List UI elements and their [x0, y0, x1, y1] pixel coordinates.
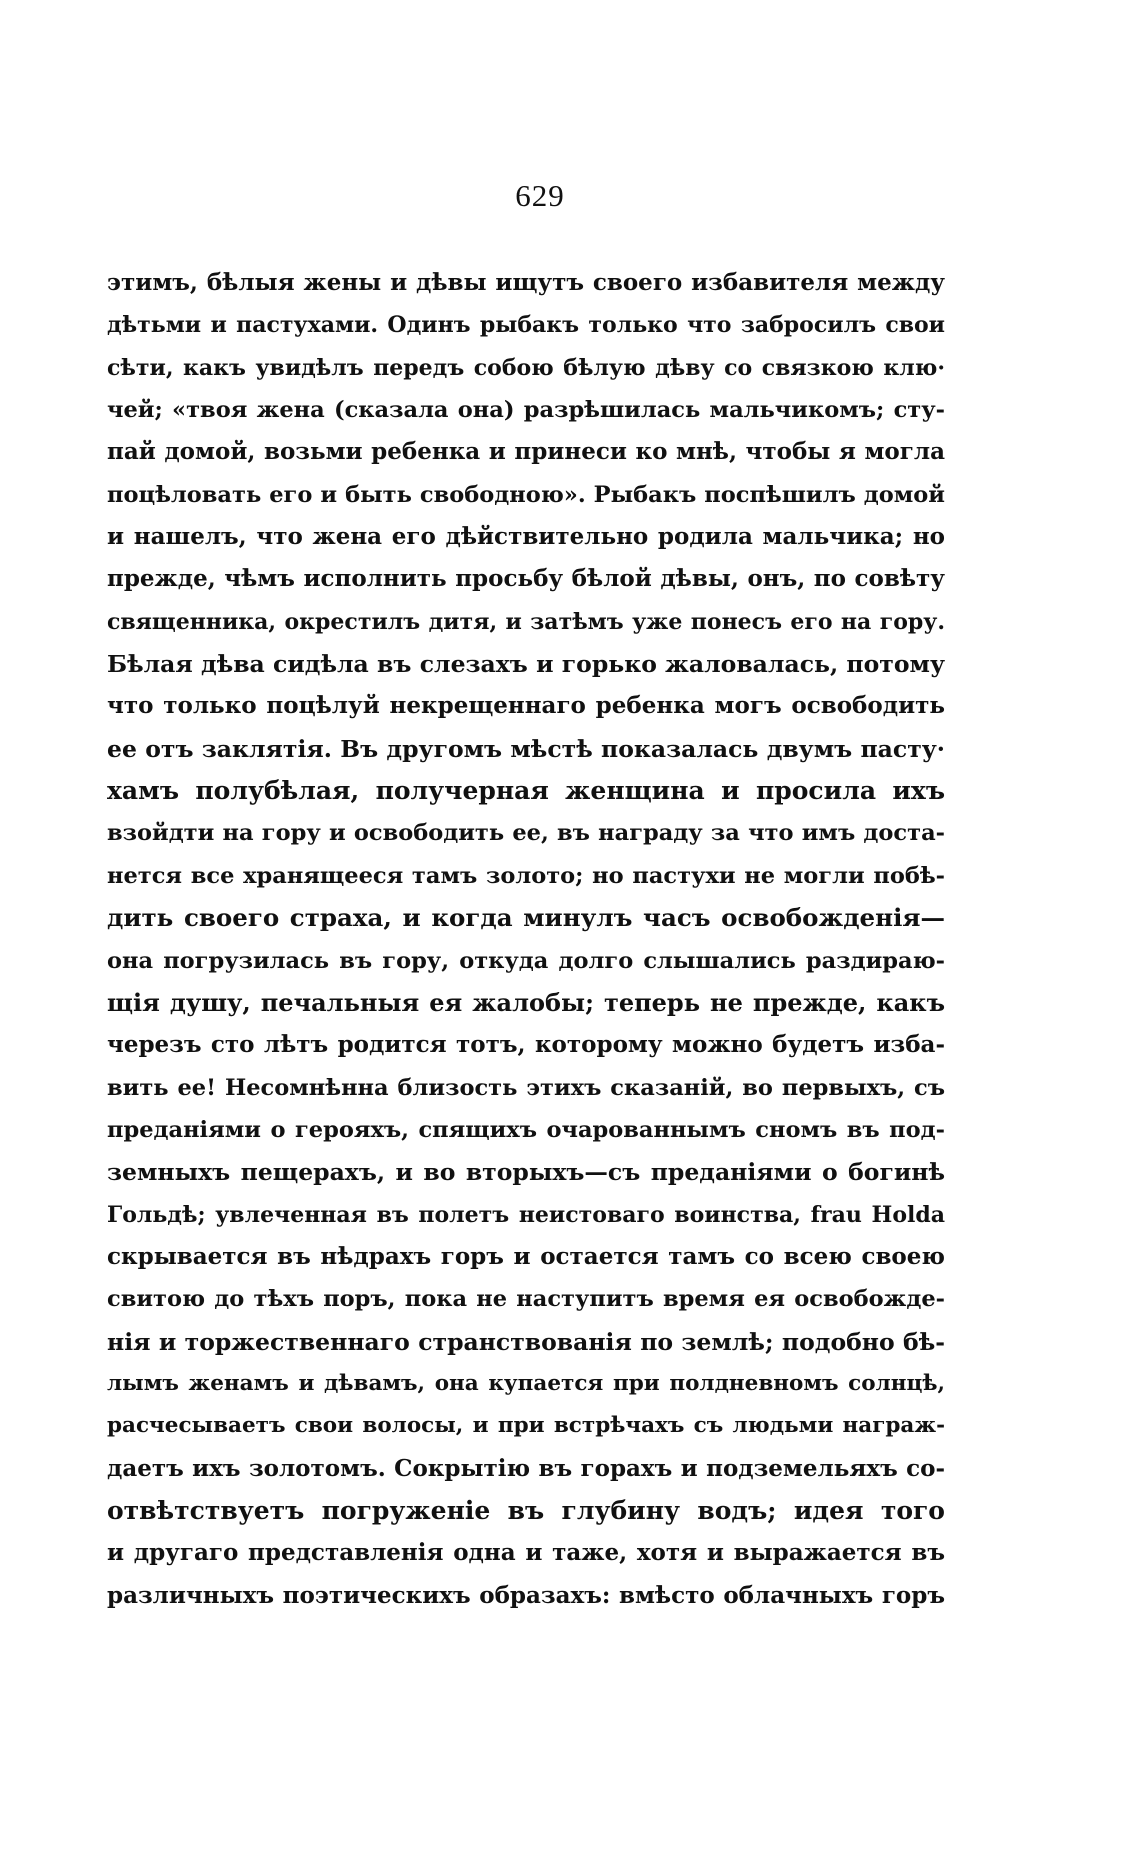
text-line: Бѣлая дѣва сидѣла въ слезахъ и горько жаловалась, потому	[107, 650, 945, 679]
text-line: различныхъ поэтическихъ образахъ: вмѣсто облачныхъ горъ	[107, 1581, 945, 1609]
text-line: священника, окрестилъ дитя, и затѣмъ уже понесъ его на гору.	[107, 608, 945, 635]
text-line: свитою до тѣхъ поръ, пока не наступитъ время ея освобожде-	[107, 1286, 945, 1313]
text-line: Гольдѣ; увлеченная въ полетъ неистоваго воинства, frau Holda	[107, 1201, 945, 1228]
text-line: нется все хранящееся тамъ золото; но пастухи не могли побѣ-	[107, 862, 945, 889]
body-text	[107, 262, 945, 1617]
text-line: расчесываетъ свои волосы, и при встрѣчахъ съ людьми награж-	[107, 1413, 945, 1439]
text-line: хамъ полубѣлая, получерная женщина и просила ихъ	[107, 776, 945, 806]
text-line: вить ее! Несомнѣнна близость этихъ сказаній, во первыхъ, съ	[107, 1074, 945, 1101]
text-line: нія и торжественнаго странствованія по землѣ; подобно бѣ-	[107, 1327, 945, 1356]
text-line: и другаго представленія одна и таже, хотя и выражается въ	[107, 1539, 945, 1567]
text-line: она погрузилась въ гору, откуда долго слышались раздираю-	[107, 947, 945, 974]
text-line: ее отъ заклятія. Въ другомъ мѣстѣ показалась двумъ пасту·	[107, 734, 945, 763]
text-line: лымъ женамъ и дѣвамъ, она купается при полдневномъ солнцѣ,	[107, 1370, 945, 1396]
page-number: 629	[515, 178, 565, 213]
text-line: земныхъ пещерахъ, и во вторыхъ—съ преданіями о богинѣ	[107, 1158, 945, 1187]
text-line: взойдти на гору и освободить ее, въ награду за что имъ доста-	[107, 820, 945, 847]
text-line: дѣтьми и пастухами. Одинъ рыбакъ только что забросилъ свои	[107, 312, 945, 339]
text-line: чей; «твоя жена (сказала она) разрѣшилась мальчикомъ; сту-	[107, 397, 945, 424]
text-line: даетъ ихъ золотомъ. Сокрытію въ горахъ и подземельяхъ со-	[107, 1454, 945, 1482]
text-line: что только поцѣлуй некрещеннаго ребенка могъ освободить	[107, 692, 945, 720]
text-line: этимъ, бѣлыя жены и дѣвы ищутъ своего избавителя между	[107, 269, 945, 296]
text-line: черезъ сто лѣтъ родится тотъ, которому можно будетъ изба-	[107, 1031, 945, 1059]
text-line: пай домой, возьми ребенка и принеси ко мнѣ, чтобы я могла	[107, 438, 945, 466]
text-line: отвѣтствуетъ погруженіе въ глубину водъ; идея того	[107, 1495, 945, 1525]
text-line: и нашелъ, что жена его дѣйствительно родила мальчика; но	[107, 523, 945, 551]
text-line: скрывается въ нѣдрахъ горъ и остается тамъ со всею своею	[107, 1242, 945, 1270]
text-line: прежде, чѣмъ исполнить просьбу бѣлой дѣвы, онъ, по совѣту	[107, 565, 945, 593]
text-line: преданіями о герояхъ, спящихъ очарованнымъ сномъ въ под-	[107, 1116, 945, 1143]
text-line: сѣти, какъ увидѣлъ передъ собою бѣлую дѣву со связкою клю·	[107, 354, 945, 381]
text-line: щія душу, печальныя ея жалобы; теперь не прежде, какъ	[107, 987, 945, 1017]
text-line: дить своего страха, и когда минулъ часъ освобожденія—	[107, 903, 945, 933]
text-line: поцѣловать его и быть свободною». Рыбакъ поспѣшилъ домой	[107, 481, 945, 508]
